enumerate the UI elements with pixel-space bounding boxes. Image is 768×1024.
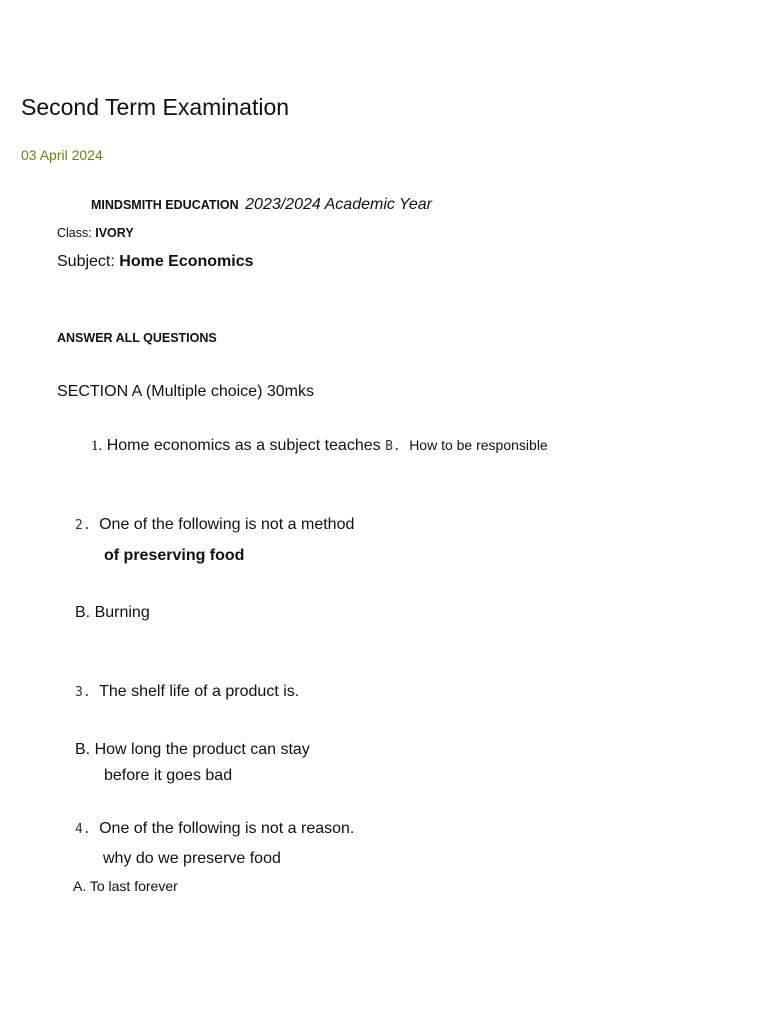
question-text: Home economics as a subject teaches (106, 437, 381, 454)
question-number: 3. (75, 685, 91, 700)
answer-letter: B. (385, 439, 401, 454)
question-text: One of the following is not a method (99, 516, 355, 533)
question-number: 1. (91, 438, 103, 454)
answer: A. To last forever (73, 878, 178, 894)
answer: B. How long the product can stay (75, 741, 310, 758)
question-text: One of the following is not a reason. (99, 820, 355, 837)
question-1 (91, 437, 548, 455)
question-3 (75, 683, 299, 701)
subject-info (57, 253, 254, 271)
class-label: Class: (57, 226, 92, 240)
answer: B. Burning (75, 604, 150, 621)
class-value: IVORY (95, 226, 134, 240)
subject-label: Subject: (57, 253, 115, 270)
academic-year: 2023/2024 Academic Year (245, 196, 432, 213)
question-number: 2. (75, 518, 91, 533)
question-text-continued: of preserving food (104, 547, 245, 564)
school-name: MINDSMITH EDUCATION (91, 198, 239, 212)
question-4 (75, 820, 354, 838)
answer-continued: before it goes bad (104, 767, 233, 784)
section-heading: SECTION A (Multiple choice) 30mks (57, 383, 314, 400)
school-header (91, 196, 432, 214)
page-title: Second Term Examination (21, 94, 290, 120)
instructions: ANSWER ALL QUESTIONS (57, 331, 217, 345)
class-info (57, 226, 134, 240)
question-text: The shelf life of a product is. (99, 683, 300, 700)
answer-text: How to be responsible (409, 437, 548, 453)
exam-date: 03 April 2024 (21, 147, 103, 163)
question-text-continued: why do we preserve food (103, 850, 281, 867)
question-2 (75, 516, 354, 534)
subject-value: Home Economics (119, 253, 254, 270)
question-number: 4. (75, 822, 91, 837)
